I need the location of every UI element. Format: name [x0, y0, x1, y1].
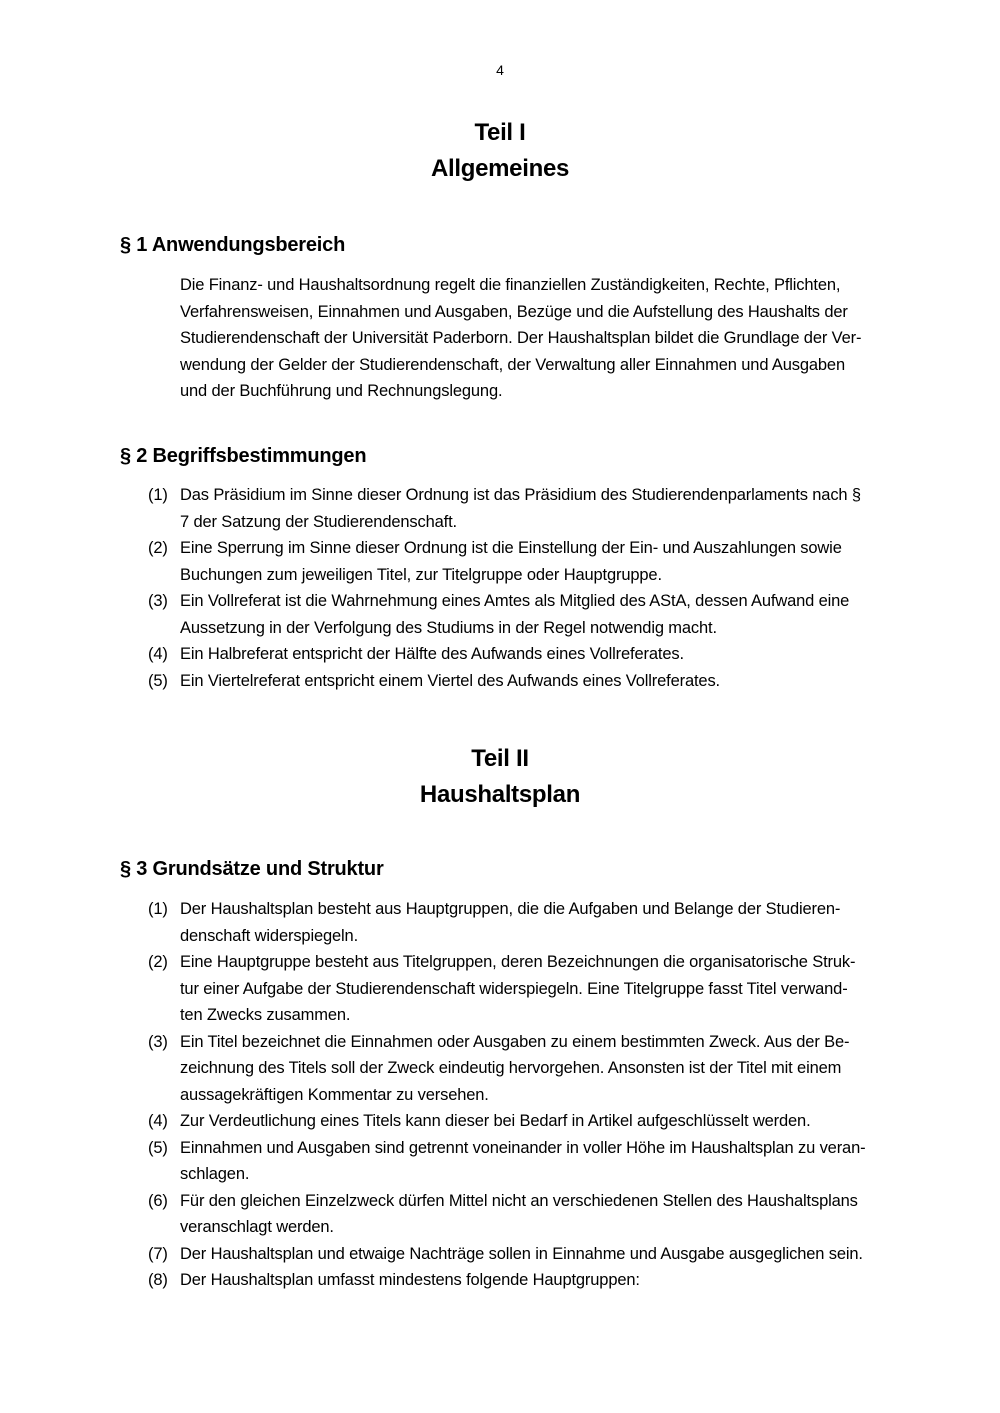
item-line: Zur Verdeutlichung eines Titels kann dieser bei Bedarf in Artikel aufgeschlüsselt werden.: [180, 1112, 811, 1130]
item-line: Eine Sperrung im Sinne dieser Ordnung ist die Einstellung der Ein- und Auszahlungen sowie: [180, 539, 842, 557]
item-text: [180, 896, 880, 949]
item-line: Buchungen zum jeweiligen Titel, zur Titelgruppe oder Hauptgruppe.: [180, 565, 662, 584]
item-number: (2): [148, 539, 168, 557]
item-text: [180, 535, 880, 588]
item-line: Ein Viertelreferat entspricht einem Viertel des Aufwands eines Vollreferates.: [180, 671, 720, 690]
section-1-line: Studierendenschaft der Universität Paderborn. Der Haushaltsplan bildet die Grundlage der Ver-: [180, 329, 862, 347]
item-line: Einnahmen und Ausgaben sind getrennt voneinander in voller Höhe im Haushaltsplan zu veran-: [180, 1138, 866, 1157]
section-2-list: [148, 482, 888, 694]
section-3-list: [148, 896, 888, 1294]
item-text: [180, 668, 880, 695]
item-line: 7 der Satzung der Studierendenschaft.: [180, 512, 457, 531]
list-item: [148, 641, 888, 668]
list-item: [148, 896, 888, 949]
section-1-line: Verfahrensweisen, Einnahmen und Ausgaben, Bezüge und die Aufstellung des Haushalts der: [180, 302, 848, 321]
item-number: (4): [148, 1112, 168, 1130]
list-item: [148, 482, 888, 535]
item-number: (1): [148, 900, 168, 918]
section-2-heading: § 2 Begriffsbestimmungen: [120, 445, 367, 467]
item-line: Der Haushaltsplan und etwaige Nachträge sollen in Einnahme und Ausgabe ausgeglichen sein.: [180, 1244, 863, 1263]
item-line: veranschlagt werden.: [180, 1218, 334, 1236]
item-line: schlagen.: [180, 1165, 250, 1183]
item-number: (1): [148, 486, 168, 504]
item-line: aussagekräftigen Kommentar zu versehen.: [180, 1085, 489, 1104]
item-line: Der Haushaltsplan besteht aus Hauptgruppen, die die Aufgaben und Belange der Studieren-: [180, 900, 841, 918]
part-2-subtitle: Haushaltsplan: [419, 781, 581, 808]
section-1-heading: § 1 Anwendungsbereich: [120, 234, 346, 256]
item-line: ten Zwecks zusammen.: [180, 1006, 351, 1024]
item-text: [180, 482, 880, 535]
item-number: (7): [148, 1244, 168, 1263]
list-item: [148, 1188, 888, 1241]
section-3-heading: § 3 Grundsätze und Struktur: [120, 858, 384, 880]
item-line: Aussetzung in der Verfolgung des Studiums in der Regel notwendig macht.: [180, 618, 717, 637]
section-1-line: und der Buchführung und Rechnungslegung.: [180, 382, 503, 400]
item-number: (4): [148, 645, 168, 663]
item-text: [180, 1188, 880, 1241]
item-line: tur einer Aufgabe der Studierendenschaft widerspiegeln. Eine Titelgruppe fasst Titel verwand-: [180, 979, 848, 998]
list-item: [148, 1029, 888, 1109]
item-text: [180, 1135, 880, 1188]
section-1-line: Die Finanz- und Haushaltsordnung regelt die finanziellen Zuständigkeiten, Rechte, Pflichten,: [180, 276, 841, 294]
item-line: zeichnung des Titels soll der Zweck eindeutig hervorgehen. Ansonsten ist der Titel mit einem: [180, 1059, 842, 1077]
part-2-title-block: [0, 741, 1000, 813]
item-number: (5): [148, 671, 168, 690]
item-text: [180, 1029, 880, 1109]
list-item: [148, 588, 888, 641]
list-item: [148, 1108, 888, 1135]
part-1-title-block: [0, 115, 1000, 187]
item-text: [180, 1267, 880, 1294]
part-1-title: Teil I: [474, 119, 526, 146]
item-line: Ein Titel bezeichnet die Einnahmen oder Ausgaben zu einem bestimmten Zweck. Aus der Be-: [180, 1032, 850, 1051]
item-text: [180, 1108, 880, 1135]
item-line: Für den gleichen Einzelzweck dürfen Mittel nicht an verschiedenen Stellen des Haushaltsplans: [180, 1191, 858, 1210]
item-number: (3): [148, 592, 168, 610]
item-number: (2): [148, 953, 168, 971]
item-line: Ein Vollreferat ist die Wahrnehmung eines Amtes als Mitglied des AStA, dessen Aufwand eine: [180, 592, 850, 610]
section-1-paragraph: [180, 272, 880, 405]
part-1-subtitle: Allgemeines: [430, 155, 570, 182]
list-item: [148, 535, 888, 588]
item-number: (5): [148, 1138, 168, 1157]
section-1-line: wendung der Gelder der Studierendenschaft, der Verwaltung aller Einnahmen und Ausgaben: [180, 355, 845, 374]
part-2-title: Teil II: [471, 745, 529, 772]
item-text: [180, 949, 880, 1029]
list-item: [148, 1135, 888, 1188]
item-line: Der Haushaltsplan umfasst mindestens folgende Hauptgruppen:: [180, 1271, 640, 1289]
item-line: Ein Halbreferat entspricht der Hälfte des Aufwands eines Vollreferates.: [180, 645, 684, 663]
list-item: [148, 1267, 888, 1294]
page-number: 4: [496, 62, 504, 78]
list-item: [148, 1241, 888, 1268]
item-text: [180, 1241, 880, 1268]
item-line: Eine Hauptgruppe besteht aus Titelgruppen, deren Bezeichnungen die organisatorische Struk-: [180, 953, 856, 971]
list-item: [148, 668, 888, 695]
list-item: [148, 949, 888, 1029]
item-number: (3): [148, 1032, 168, 1051]
item-text: [180, 588, 880, 641]
item-number: (8): [148, 1271, 168, 1289]
item-text: [180, 641, 880, 668]
item-line: denschaft widerspiegeln.: [180, 926, 359, 945]
item-line: Das Präsidium im Sinne dieser Ordnung ist das Präsidium des Studierendenparlaments nach §: [180, 486, 861, 504]
item-number: (6): [148, 1191, 168, 1210]
